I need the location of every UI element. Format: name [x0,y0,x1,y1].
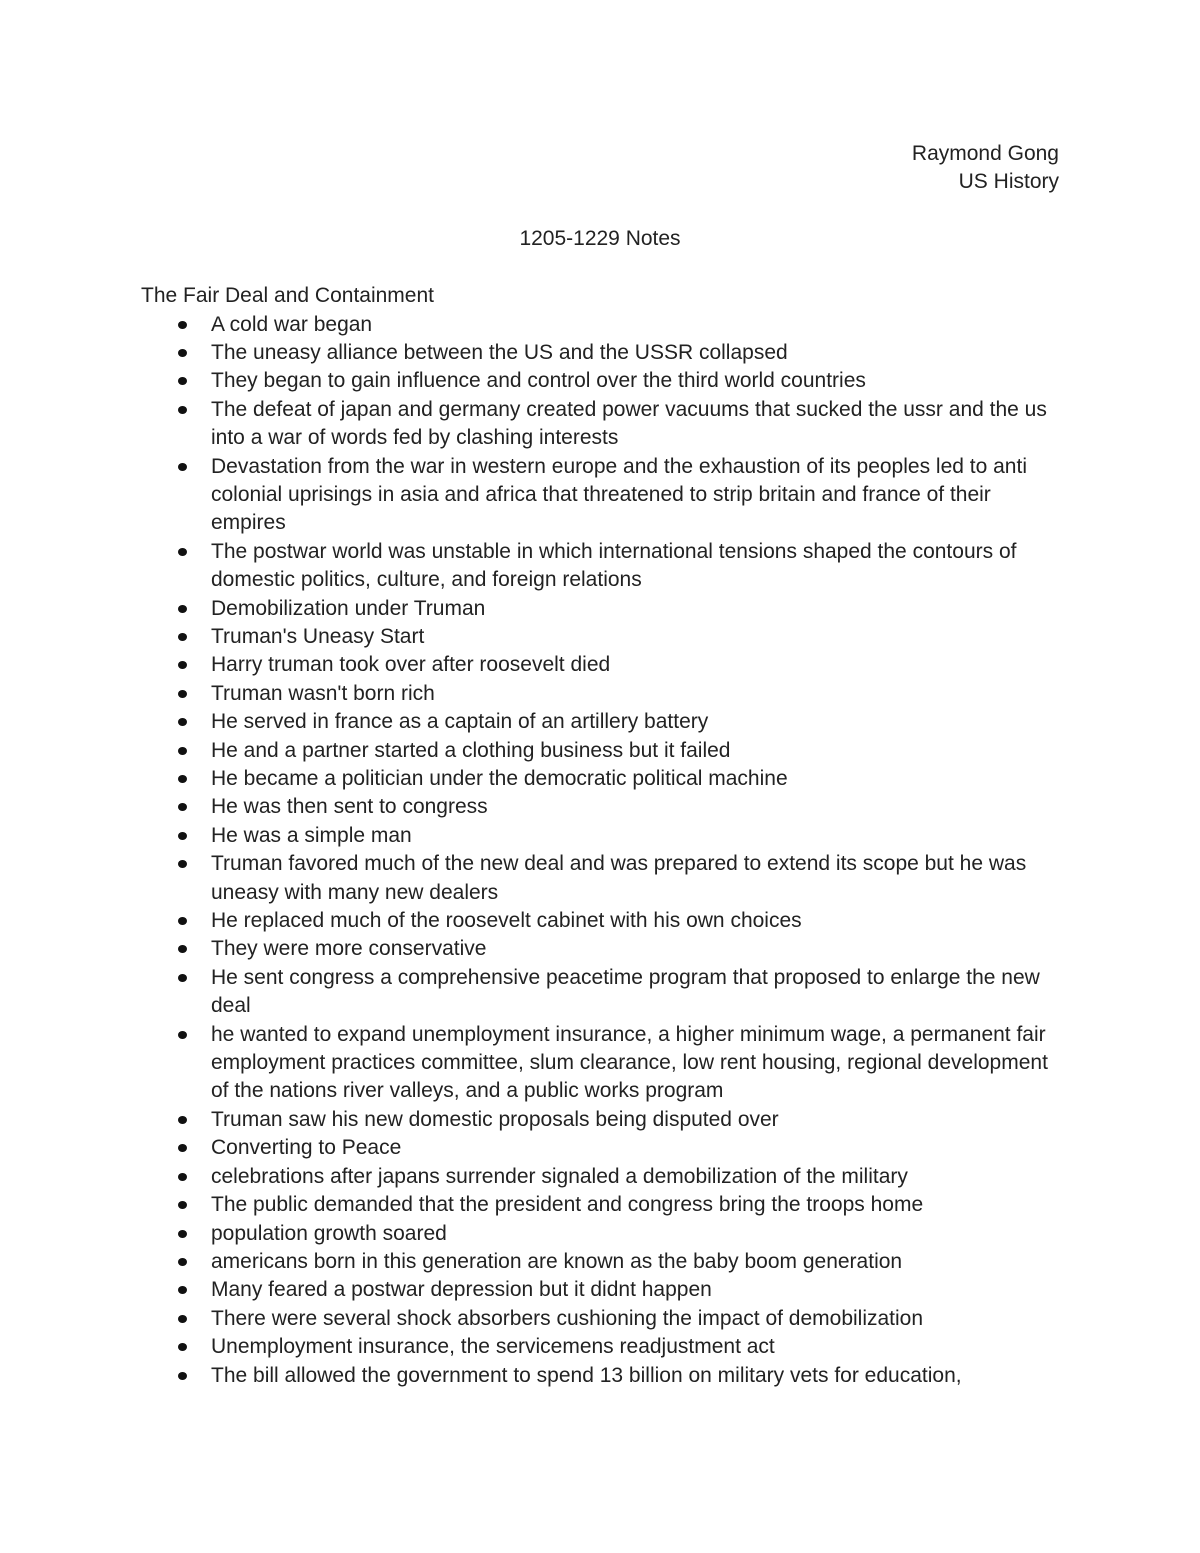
list-item [211,396,1061,453]
author-name: Raymond Gong [911,142,1059,165]
list-item-text: Devastation from the war in western europe and the exhaustion of its peoples led to anti colonial uprisings in asia and africa that threatened to strip britain and france of their empires [211,454,1027,535]
bullet-icon [178,661,187,669]
list-item-text: Truman saw his new domestic proposals being disputed over [211,1107,779,1131]
document-title: 1205-1229 Notes [519,227,681,250]
list-item-text: They were more conservative [211,937,487,961]
list-item [211,907,1061,935]
list-item-text: population growth soared [211,1221,447,1245]
list-item [211,1362,1061,1390]
bullet-icon [178,803,187,811]
bullet-icon [178,718,187,726]
list-item-text: Harry truman took over after roosevelt died [211,653,611,677]
list-item-text: The defeat of japan and germany created power vacuums that sucked the ussr and the us into a war of words fed by clashing interests [211,397,1047,450]
list-item [211,1276,1061,1304]
list-item [211,765,1061,793]
bullet-icon [178,1230,187,1238]
bullet-icon [178,377,187,385]
list-item-text: There were several shock absorbers cushioning the impact of demobilization [211,1306,924,1330]
list-item [211,1248,1061,1276]
bullet-icon [178,690,187,698]
list-item [211,1106,1061,1134]
bullet-icon [178,548,187,556]
list-item-text: He served in france as a captain of an artillery battery [211,710,709,734]
list-item [211,822,1061,850]
bullet-icon [178,860,187,868]
list-item-text: Many feared a postwar depression but it didnt happen [211,1278,712,1302]
list-item [211,1305,1061,1333]
list-item [211,1163,1061,1191]
bullet-icon [178,747,187,755]
list-item [211,708,1061,736]
list-item [211,680,1061,708]
bullet-icon [178,1173,187,1181]
list-item [211,453,1061,538]
list-item [211,1134,1061,1162]
bullet-icon [178,1315,187,1323]
list-item-text: Converting to Peace [211,1136,402,1160]
list-item-text: The uneasy alliance between the US and the USSR collapsed [211,340,788,364]
list-item-text: The postwar world was unstable in which international tensions shaped the contours of domestic politics, culture, and foreign relations [211,539,1017,592]
list-item [211,850,1061,907]
list-item [211,339,1061,367]
notes-list [211,311,1061,1390]
list-item-text: he wanted to expand unemployment insurance, a higher minimum wage, a permanent fair employment practices committee, slum clearance, low rent housing, regional development of the nations river valleys, and a public works program [211,1022,1048,1103]
bullet-icon [178,945,187,953]
list-item [211,935,1061,963]
document-header [912,140,1059,197]
bullet-icon [178,463,187,471]
list-item-text: He was then sent to congress [211,795,488,819]
list-item-text: celebrations after japans surrender signaled a demobilization of the military [211,1164,908,1188]
list-item [211,793,1061,821]
list-item [211,311,1061,339]
list-item-text: americans born in this generation are known as the baby boom generation [211,1249,903,1273]
bullet-icon [178,605,187,613]
list-item-text: He was a simple man [211,823,412,847]
bullet-icon [178,406,187,414]
list-item [211,1021,1061,1106]
list-item [211,1333,1061,1361]
list-item-text: He sent congress a comprehensive peacetime program that proposed to enlarge the new deal [211,965,1040,1018]
list-item-text: Truman wasn't born rich [211,681,435,705]
bullet-icon [178,917,187,925]
list-item-text: They began to gain influence and control over the third world countries [211,369,866,393]
list-item [211,651,1061,679]
list-item-text: He replaced much of the roosevelt cabinet with his own choices [211,909,802,933]
bullet-icon [178,1031,187,1039]
bullet-icon [178,775,187,783]
list-item [211,538,1061,595]
list-item [211,1191,1061,1219]
bullet-icon [178,1258,187,1266]
list-item [211,737,1061,765]
list-item-text: The public demanded that the president and congress bring the troops home [211,1193,924,1217]
bullet-icon [178,1286,187,1294]
list-item-text: A cold war began [211,312,373,336]
bullet-icon [178,1372,187,1380]
bullet-icon [178,974,187,982]
list-item-text: He and a partner started a clothing business but it failed [211,738,731,762]
bullet-icon [178,1116,187,1124]
list-item [211,367,1061,395]
bullet-icon [178,1343,187,1351]
list-item [211,964,1061,1021]
bullet-icon [178,633,187,641]
list-item-text: The bill allowed the government to spend 13 billion on military vets for education, [211,1363,962,1387]
list-item-text: Truman favored much of the new deal and was prepared to extend its scope but he was uneasy with many new dealers [211,852,1027,904]
bullet-icon [178,321,187,329]
course-name: US History [958,170,1059,194]
list-item-text: Unemployment insurance, the servicemens readjustment act [211,1335,775,1359]
list-item [211,595,1061,623]
list-item-text: He became a politician under the democratic political machine [211,767,788,790]
bullet-icon [178,349,187,357]
list-item [211,623,1061,651]
list-item [211,1220,1061,1248]
section-heading: The Fair Deal and Containment [141,284,434,307]
bullet-icon [178,1144,187,1152]
bullet-icon [178,832,187,840]
list-item-text: Demobilization under Truman [211,596,486,620]
bullet-icon [178,1201,187,1209]
list-item-text: Truman's Uneasy Start [211,624,425,648]
